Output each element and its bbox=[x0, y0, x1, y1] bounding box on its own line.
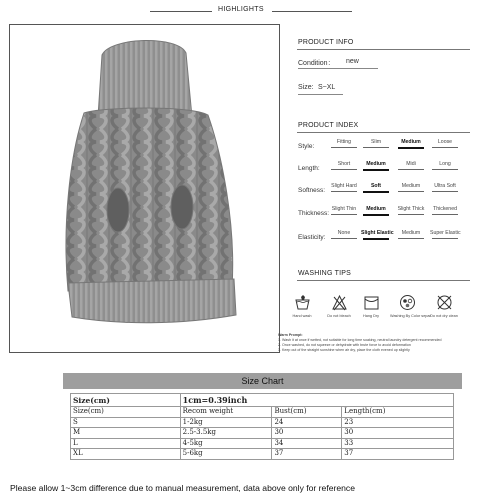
column-header: Size(cm) bbox=[71, 407, 181, 418]
length-cell: 37 bbox=[342, 449, 454, 460]
index-option: Slight Thick bbox=[397, 206, 425, 212]
warm-prompt-line-3: 3. Keep out of the straight sunshine when air dry, place the cloth evened up slightly bbox=[278, 348, 410, 352]
product-image bbox=[9, 24, 280, 353]
condition-label: Condition： bbox=[298, 60, 335, 67]
index-option-bar bbox=[432, 238, 458, 239]
length-cell: 30 bbox=[342, 428, 454, 439]
index-option: Medium bbox=[401, 183, 421, 189]
bust-cell: 37 bbox=[272, 449, 342, 460]
index-row-label: Length: bbox=[298, 165, 320, 172]
size-chart-table bbox=[70, 393, 454, 460]
table-row bbox=[71, 417, 454, 428]
washing-tips-rule bbox=[297, 280, 470, 281]
condition-underline bbox=[298, 68, 378, 69]
size-cell: XL bbox=[71, 449, 181, 460]
index-option: None bbox=[337, 230, 351, 236]
index-option-bar bbox=[432, 169, 458, 170]
index-option: Slight Hard bbox=[331, 183, 357, 189]
index-option: Loose bbox=[437, 139, 453, 145]
index-option-bar bbox=[363, 147, 389, 148]
bust-cell: 34 bbox=[272, 438, 342, 449]
index-option-bar bbox=[363, 191, 389, 193]
index-option-bar bbox=[331, 147, 357, 148]
size-cell: S bbox=[71, 417, 181, 428]
index-option: Long bbox=[439, 161, 451, 167]
size-cell: L bbox=[71, 438, 181, 449]
index-option: Ultra Soft bbox=[434, 183, 456, 189]
size-chart-title: Size Chart bbox=[63, 373, 462, 389]
do-not-bleach-icon bbox=[331, 294, 348, 311]
index-option-bar bbox=[398, 214, 424, 215]
weight-cell: 2.5-3.5kg bbox=[180, 428, 272, 439]
index-option-bar bbox=[363, 238, 389, 240]
index-option-selected: Medium bbox=[401, 139, 421, 145]
highlights-title: HIGHLIGHTS bbox=[218, 6, 264, 13]
length-cell: 33 bbox=[342, 438, 454, 449]
warm-prompt-line-2: 2. Once washed, do not squeeze or dehydrate with brute force to avoid deformation bbox=[278, 343, 411, 347]
index-option: Midi bbox=[406, 161, 416, 167]
wash-by-color-icon bbox=[399, 294, 416, 311]
index-option-bar bbox=[331, 191, 357, 192]
product-index-rule bbox=[297, 132, 470, 133]
header-rule-left bbox=[150, 11, 212, 12]
index-option-bar bbox=[398, 238, 424, 239]
length-cell: 23 bbox=[342, 417, 454, 428]
index-option-selected: Medium bbox=[366, 161, 386, 167]
hang-dry-icon bbox=[363, 294, 380, 311]
index-option-bar bbox=[432, 147, 458, 148]
index-option-bar bbox=[363, 214, 389, 216]
product-index-title: PRODUCT INDEX bbox=[298, 122, 359, 129]
bust-cell: 24 bbox=[272, 417, 342, 428]
index-option-selected: Slight Elastic bbox=[361, 230, 394, 236]
product-info-rule bbox=[297, 49, 470, 50]
column-header: Length(cm) bbox=[342, 407, 454, 418]
index-option: Slight Thin bbox=[331, 206, 357, 212]
size-chart-header-row bbox=[71, 407, 454, 418]
do-not-dry-clean-label: Do not dry clean bbox=[430, 314, 458, 318]
weight-cell: 1-2kg bbox=[180, 417, 272, 428]
header-rule-right bbox=[272, 11, 352, 12]
size-underline bbox=[298, 94, 343, 95]
index-option: Short bbox=[337, 161, 351, 167]
table-row bbox=[71, 438, 454, 449]
measurement-footnote: Please allow 1~3cm difference due to manual measurement, data above only for reference bbox=[10, 483, 355, 493]
index-option: Super Elastic bbox=[430, 230, 461, 236]
bust-cell: 30 bbox=[272, 428, 342, 439]
washing-tips-title: WASHING TIPS bbox=[298, 270, 351, 277]
column-header: Bust(cm) bbox=[272, 407, 342, 418]
table-row bbox=[71, 449, 454, 460]
sweater-illustration bbox=[10, 25, 280, 353]
index-option-bar bbox=[432, 214, 458, 215]
index-row-label: Thickness: bbox=[298, 210, 330, 217]
size-label: Size: bbox=[298, 84, 314, 91]
index-option-bar bbox=[432, 191, 458, 192]
index-option-selected: Soft bbox=[370, 183, 382, 189]
index-option-bar bbox=[331, 238, 357, 239]
weight-cell: 4-5kg bbox=[180, 438, 272, 449]
hang-dry-label: Hang Dry bbox=[362, 314, 380, 318]
do-not-bleach-label: Do not bleach bbox=[327, 314, 351, 318]
wash-by-color-label: Washing By Color separ bbox=[390, 314, 431, 318]
condition-value: new bbox=[346, 58, 359, 65]
size-chart-unit-row bbox=[71, 394, 454, 407]
index-row-label: Style: bbox=[298, 143, 315, 150]
hand-wash-icon bbox=[294, 294, 311, 311]
index-option-bar bbox=[331, 214, 357, 215]
index-option-bar bbox=[398, 191, 424, 192]
weight-cell: 5-6kg bbox=[180, 449, 272, 460]
index-option: Medium bbox=[401, 230, 421, 236]
index-option: Slim bbox=[370, 139, 382, 145]
warm-prompt-title: Warm Prompt: bbox=[278, 333, 303, 337]
index-option: Thickened bbox=[433, 206, 457, 212]
index-option-selected: Medium bbox=[366, 206, 386, 212]
unit-label-cell: Size(cm) bbox=[71, 394, 181, 407]
warm-prompt-line-1: 1. Wash it at once if wetted, not suitable for long time soaking, neutral laundry detergent recommended bbox=[278, 338, 442, 342]
table-row bbox=[71, 428, 454, 439]
index-option: Fitting bbox=[336, 139, 352, 145]
index-option-bar bbox=[398, 169, 424, 170]
hand-wash-label: Hand wash bbox=[292, 314, 312, 318]
column-header: Recom weight bbox=[180, 407, 272, 418]
index-row-label: Softness: bbox=[298, 187, 326, 194]
size-value: S~XL bbox=[318, 84, 336, 91]
size-cell: M bbox=[71, 428, 181, 439]
index-option-bar bbox=[331, 169, 357, 170]
unit-note-cell: 1cm=0.39inch bbox=[180, 394, 453, 407]
product-info-title: PRODUCT INFO bbox=[298, 39, 354, 46]
do-not-dry-clean-icon bbox=[436, 294, 453, 311]
index-option-bar bbox=[398, 147, 424, 149]
index-row-label: Elasticity: bbox=[298, 234, 326, 241]
index-option-bar bbox=[363, 169, 389, 171]
